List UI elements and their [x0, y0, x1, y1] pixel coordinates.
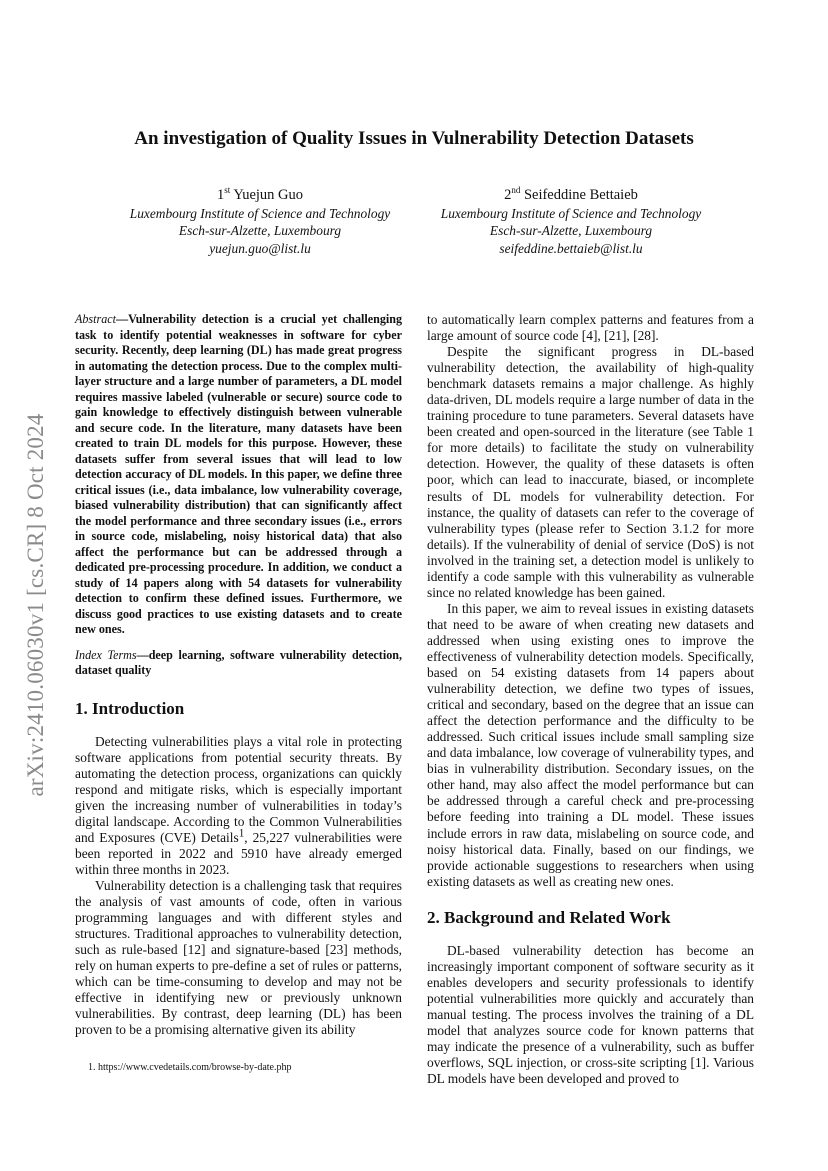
author-ordinal: 1 — [216, 187, 225, 203]
paragraph: Despite the significant progress in DL-based vulnerability detection, the availability of high-quality benchmark datasets remains a major challenge. As highly data-driven, DL models require a large number of data in the training procedure to tune parameters. Several datasets have been created and open-sourced in the literature (see Table 1 for more details) to facilitate the study on vulnerability detection. However, the quality of these datasets is often poor, which can lead to inaccurate, biased, or incomplete results of DL models for vulnerability detection. For instance, the quality of datasets can refer to the coverage of vulnerability types (please refer to Section 3.1.2 for more details). If the vulnerability of denial of service (DoS) is not involved in the training set, a detection model is unlikely to identify a code sample with this vulnerability as vulnerable since no related knowledge has been gained. — [427, 344, 754, 600]
author-block-2 — [406, 187, 736, 257]
author-affiliation: Luxembourg Institute of Science and Technology — [129, 205, 391, 221]
author-name — [406, 187, 736, 205]
paragraph-text: Detecting vulnerabilities plays a vital role in protecting software applications from potential security threats. By automating the detection process, organizations can quickly respond and mitigate risks, which is especially important given the increasing number of vulnerabilities in today’s digital landscape. According to the Common Vulnerabilities and Exposures (CVE) Details — [75, 733, 402, 845]
abstract-lead: Abstract — [75, 312, 116, 326]
paragraph-continuation: to automatically learn complex patterns and features from a large amount of source code [4], [21], [28]. — [427, 312, 754, 344]
author-email: seifeddine.bettaieb@list.lu — [499, 240, 643, 256]
left-column — [75, 312, 402, 1038]
arxiv-stamp — [22, 370, 50, 840]
author-affiliation: Luxembourg Institute of Science and Technology — [440, 205, 702, 221]
index-terms-lead: Index Terms — [75, 647, 137, 662]
paragraph-text: , 25,227 vulnerabilities were been reported in 2022 and 5910 have already emerged within three months in 2023. — [75, 829, 402, 877]
author-name-text: Yuejun Guo — [233, 187, 304, 203]
index-terms-text: —deep learning, software vulnerability detection, dataset quality — [75, 647, 402, 677]
paragraph: Vulnerability detection is a challenging task that requires the analysis of vast amounts of code, often in various programming languages and with different styles and structures. Traditional approaches to vulnerability detection, such as rule-based [12] and signature-based [23] methods, rely on human experts to pre-define a set of rules or patterns, which can be time-consuming to develop and may not be effective in identifying new or previously unknown vulnerabilities. By contrast, deep learning (DL) has been proven to be a promising alternative given its ability — [75, 877, 402, 1038]
paragraph: DL-based vulnerability detection has become an increasingly important component of software security as it enables developers and security professionals to identify potential vulnerabilities more quickly and accurately than manual testing. The process involves the training of a DL model that analyzes source code for known patterns that may indicate the presence of a vulnerability, such as buffer overflows, SQL injection, or cross-site scripting [1]. Various DL models have been developed and proved to — [427, 942, 754, 1087]
paragraph: In this paper, we aim to reveal issues in existing datasets that need to be aware of when creating new datasets and addressed when using existing ones to improve the effectiveness of vulnerability detection models. Specifically, based on 54 existing datasets from 14 papers about vulnerability detection, we define two types of issues, critical and secondary, based on the degree that an issue can affect the detection performance and the difficulty to be addressed. Such critical issues include small sampling size and data imbalance, low coverage of vulnerability types, and bias in vulnerability distribution. Secondary issues, on the other hand, may also affect the model performance but can be addressed through a careful check and pre-processing before feeding into training a DL model. These issues include errors in raw data, mislabeling on source code, and noisy historical data. Finally, based on our findings, we provide actionable suggestions to researchers when using existing datasets as well as creating new ones. — [427, 600, 754, 889]
paper-title: An investigation of Quality Issues in Vulnerability Detection Datasets — [134, 128, 694, 149]
author-name — [95, 187, 425, 205]
abstract-text: —Vulnerability detection is a crucial yet challenging task to identify potential weaknesses in software for cyber security. Recently, deep learning (DL) has made great progress in automating the detection process. Due to the complex multi-layer structure and a large number of parameters, a DL model requires massive labeled (vulnerable or secure) source code to gain knowledge to effectively distinguish between vulnerable and secure code. In the literature, many datasets have been created to train DL models for this purpose. However, these datasets suffer from several issues that will lead to low detection accuracy of DL models. In this paper, we define three critical issues (i.e., data imbalance, low vulnerability coverage, biased vulnerability distribution) that can significantly affect the model performance and three secondary issues (i.e., errors in source code, mislabeling, noisy historical data) that also affect the performance but can be addressed through a dedicated pre-processing procedure. In addition, we conduct a study of 14 papers along with 54 datasets for vulnerability detection to confirm these defined issues. Furthermore, we discuss good practices to use existing datasets and to create new ones. — [75, 312, 402, 636]
abstract — [75, 312, 402, 638]
right-column — [427, 312, 754, 1087]
author-location: Esch-sur-Alzette, Luxembourg — [489, 223, 653, 238]
footnote: 1. https://www.cvedetails.com/browse-by-date.php — [88, 1062, 292, 1073]
author-email: yuejun.guo@list.lu — [209, 240, 311, 256]
section-heading-introduction: 1. Introduction — [75, 698, 185, 718]
author-block-1 — [95, 187, 425, 257]
author-ordinal-suffix: st — [224, 185, 231, 196]
arxiv-stamp-text: arXiv:2410.06030v1 [cs.CR] 8 Oct 2024 — [23, 413, 48, 797]
author-location: Esch-sur-Alzette, Luxembourg — [178, 223, 342, 238]
paragraph — [75, 734, 402, 878]
author-name-text: Seifeddine Bettaieb — [523, 187, 638, 203]
author-ordinal: 2 — [504, 187, 512, 203]
footnote-marker: 1 — [238, 827, 245, 840]
author-ordinal-suffix: nd — [511, 185, 521, 196]
section-heading-background: 2. Background and Related Work — [427, 907, 671, 927]
index-terms — [75, 648, 402, 679]
